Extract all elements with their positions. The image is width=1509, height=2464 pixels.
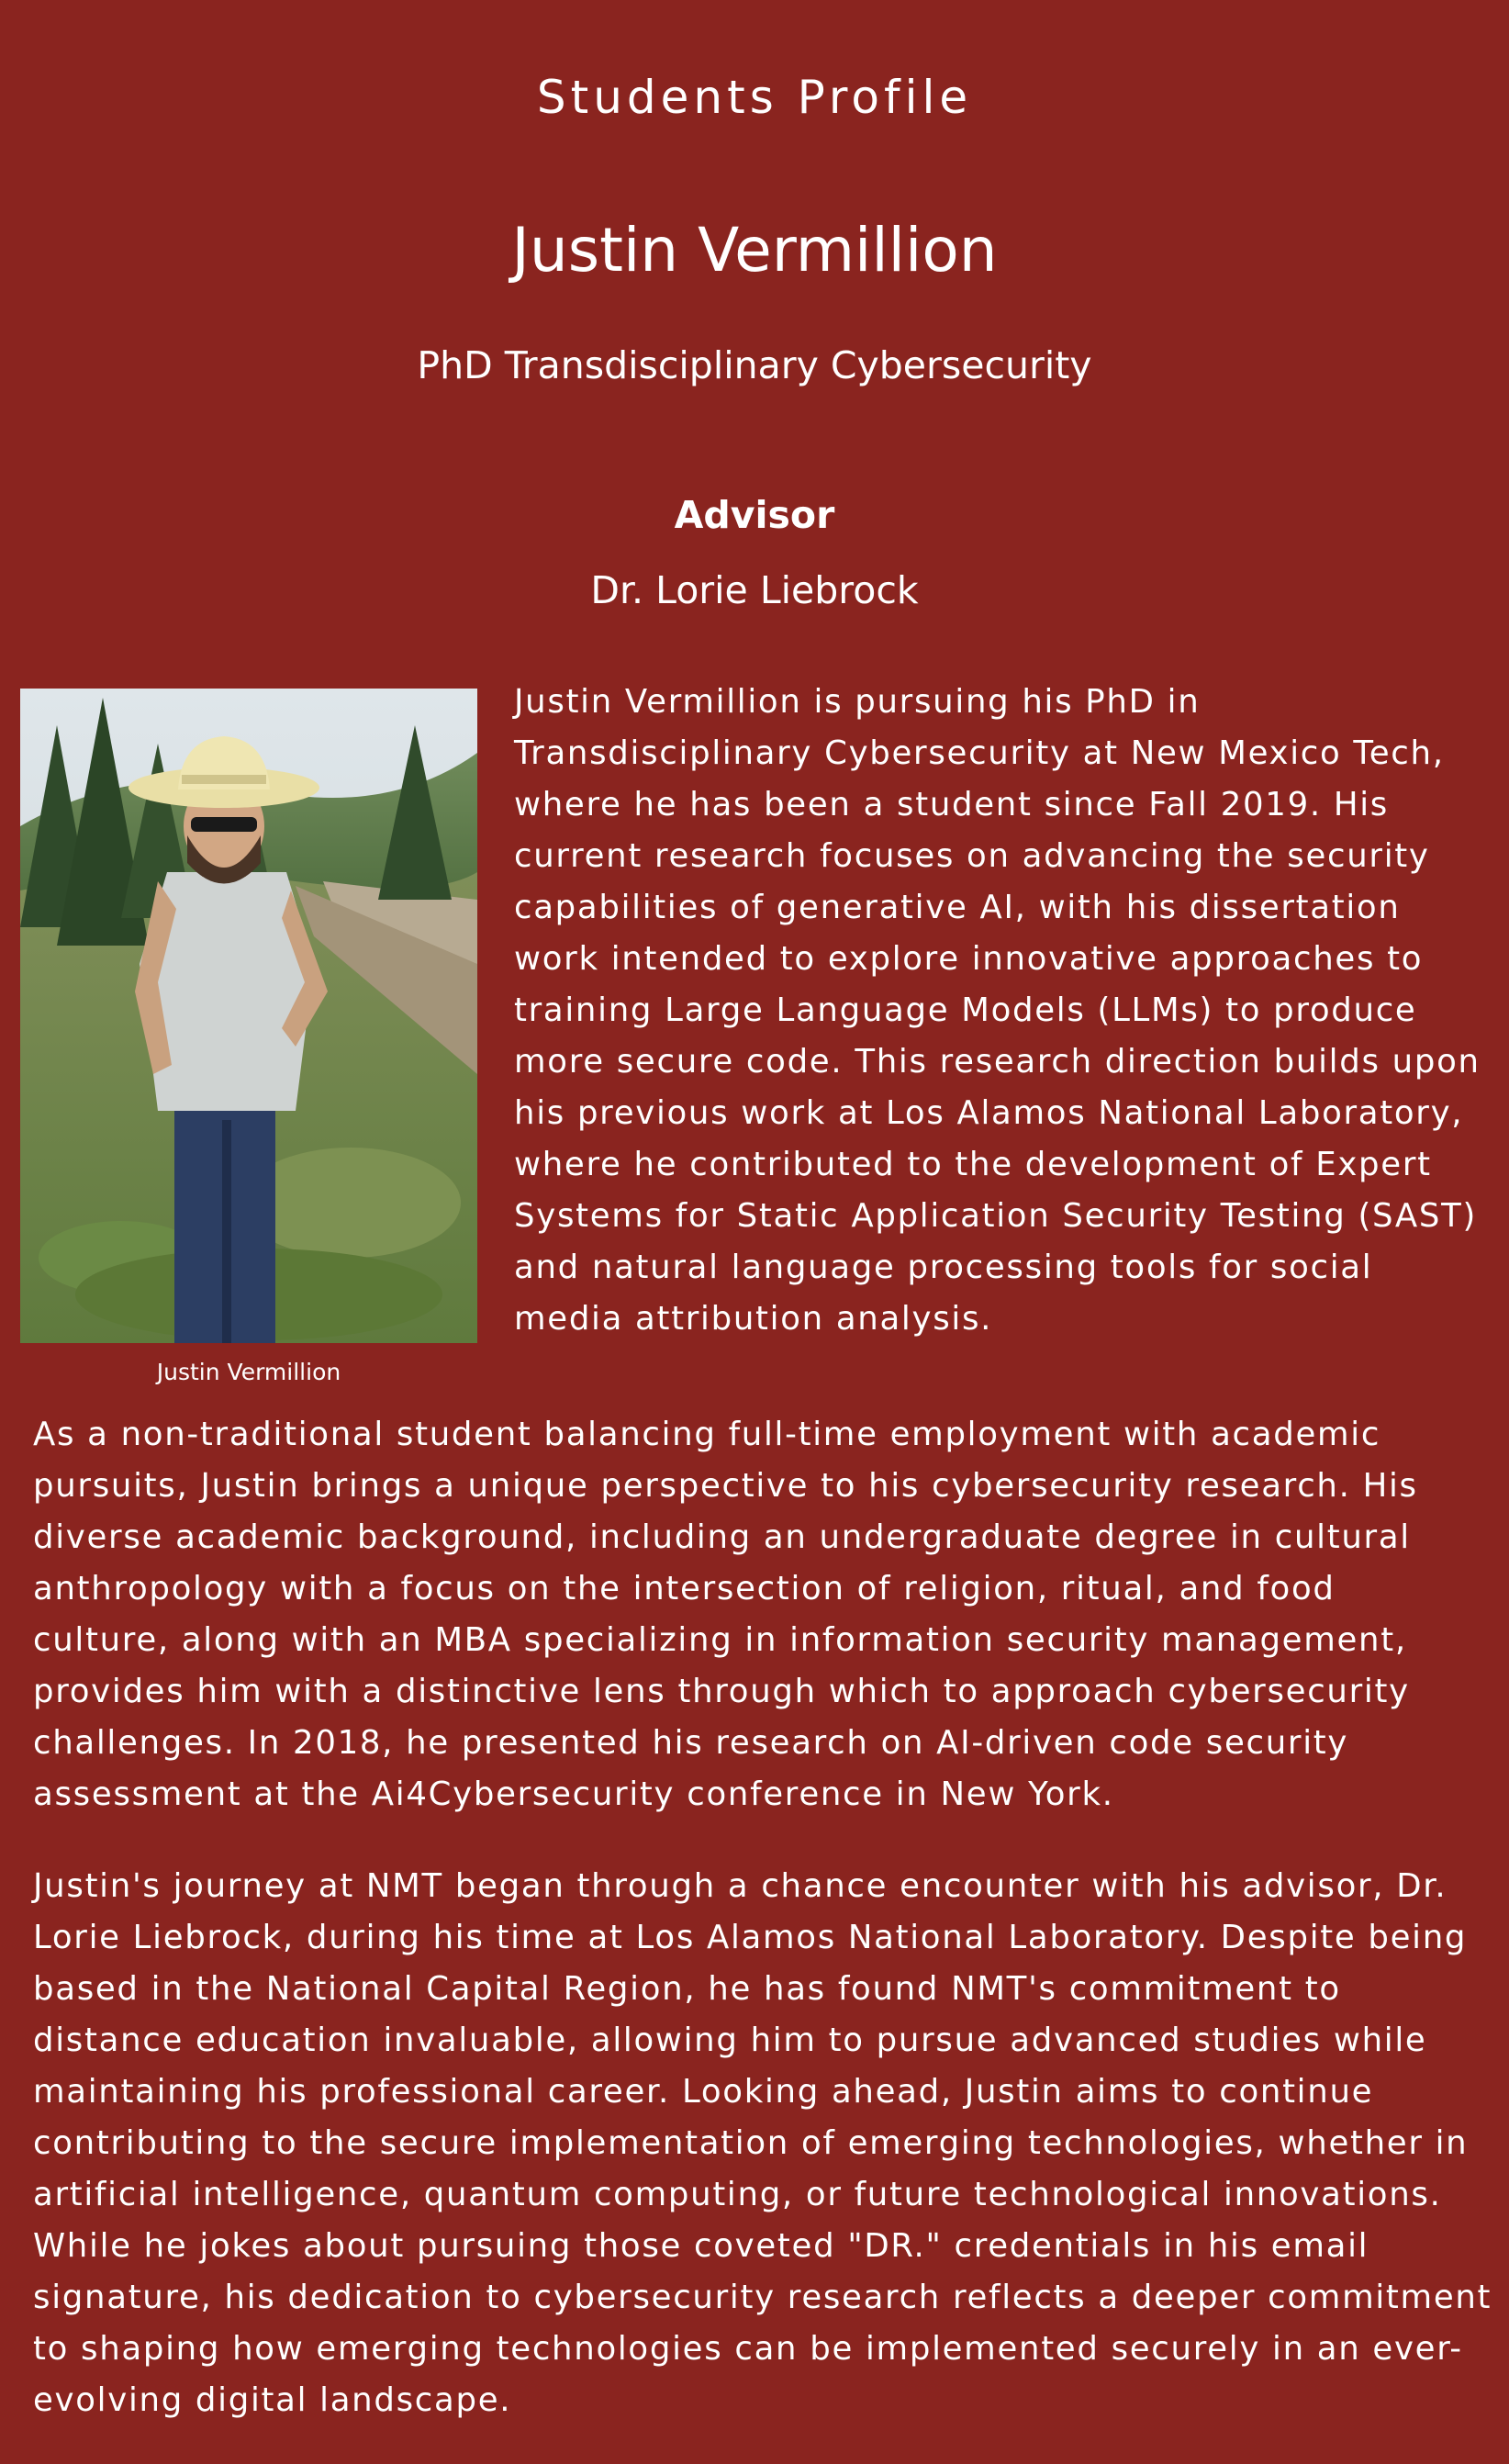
bio-paragraph-2: As a non-traditional student balancing full-time employment with academic pursuits, Justin brings a unique perspective to his cybersecurity research. His diverse academic background, including an undergraduate degree in cultural anthropology with a focus on the intersection of religion, ritual, and food culture, along with an MBA specializing in information security management, provides him with a distinctive lens through which to approach cybersecurity challenges. In 2018, he presented his research on AI-driven code security assessment at the Ai4Cybersecurity conference in New York. <box>33 1416 1418 1813</box>
student-name: Justin Vermillion <box>511 215 998 286</box>
advisor-name: Dr. Lorie Liebrock <box>590 568 919 612</box>
student-photo <box>20 689 477 1343</box>
advisor-heading: Advisor <box>674 493 835 537</box>
photo-caption: Justin Vermillion <box>156 1359 341 1385</box>
student-photo-figure <box>20 689 477 1389</box>
bio-paragraph-3: Justin's journey at NMT began through a chance encounter with his advisor, Dr. Lorie Liebrock, during his time at Los Alamos National Laboratory. Despite being based in the National Capital Region, he has found NMT's commitment to distance education invaluable, allowing him to pursue advanced studies while maintaining his professional career. Looking ahead, Justin aims to continue contributing to the secure implementation of emerging technologies, whether in artificial intelligence, quantum computing, or future technological innovations. While he jokes about pursuing those coveted "DR." credentials in his email signature, his dedication to cybersecurity research reflects a deeper commitment to shaping how emerging technologies can be implemented securely in an ever-evolving digital landscape. <box>33 1867 1492 2419</box>
degree-program: PhD Transdisciplinary Cybersecurity <box>417 343 1092 387</box>
page-title: Students Profile <box>536 71 973 124</box>
bio-paragraph-1: Justin Vermillion is pursuing his PhD in Transdisciplinary Cybersecurity at New Mexico Tech, where he has been a student since Fall 2019. His current research focuses on advancing the security capabilities of generative AI, with his dissertation work intended to explore innovative approaches to training Large Language Models (LLMs) to produce more secure code. This research direction builds upon his previous work at Los Alamos National Laboratory, where he contributed to the development of Expert Systems for Static Application Security Testing (SAST) and natural language processing tools for social media attribution analysis. <box>514 683 1481 1338</box>
